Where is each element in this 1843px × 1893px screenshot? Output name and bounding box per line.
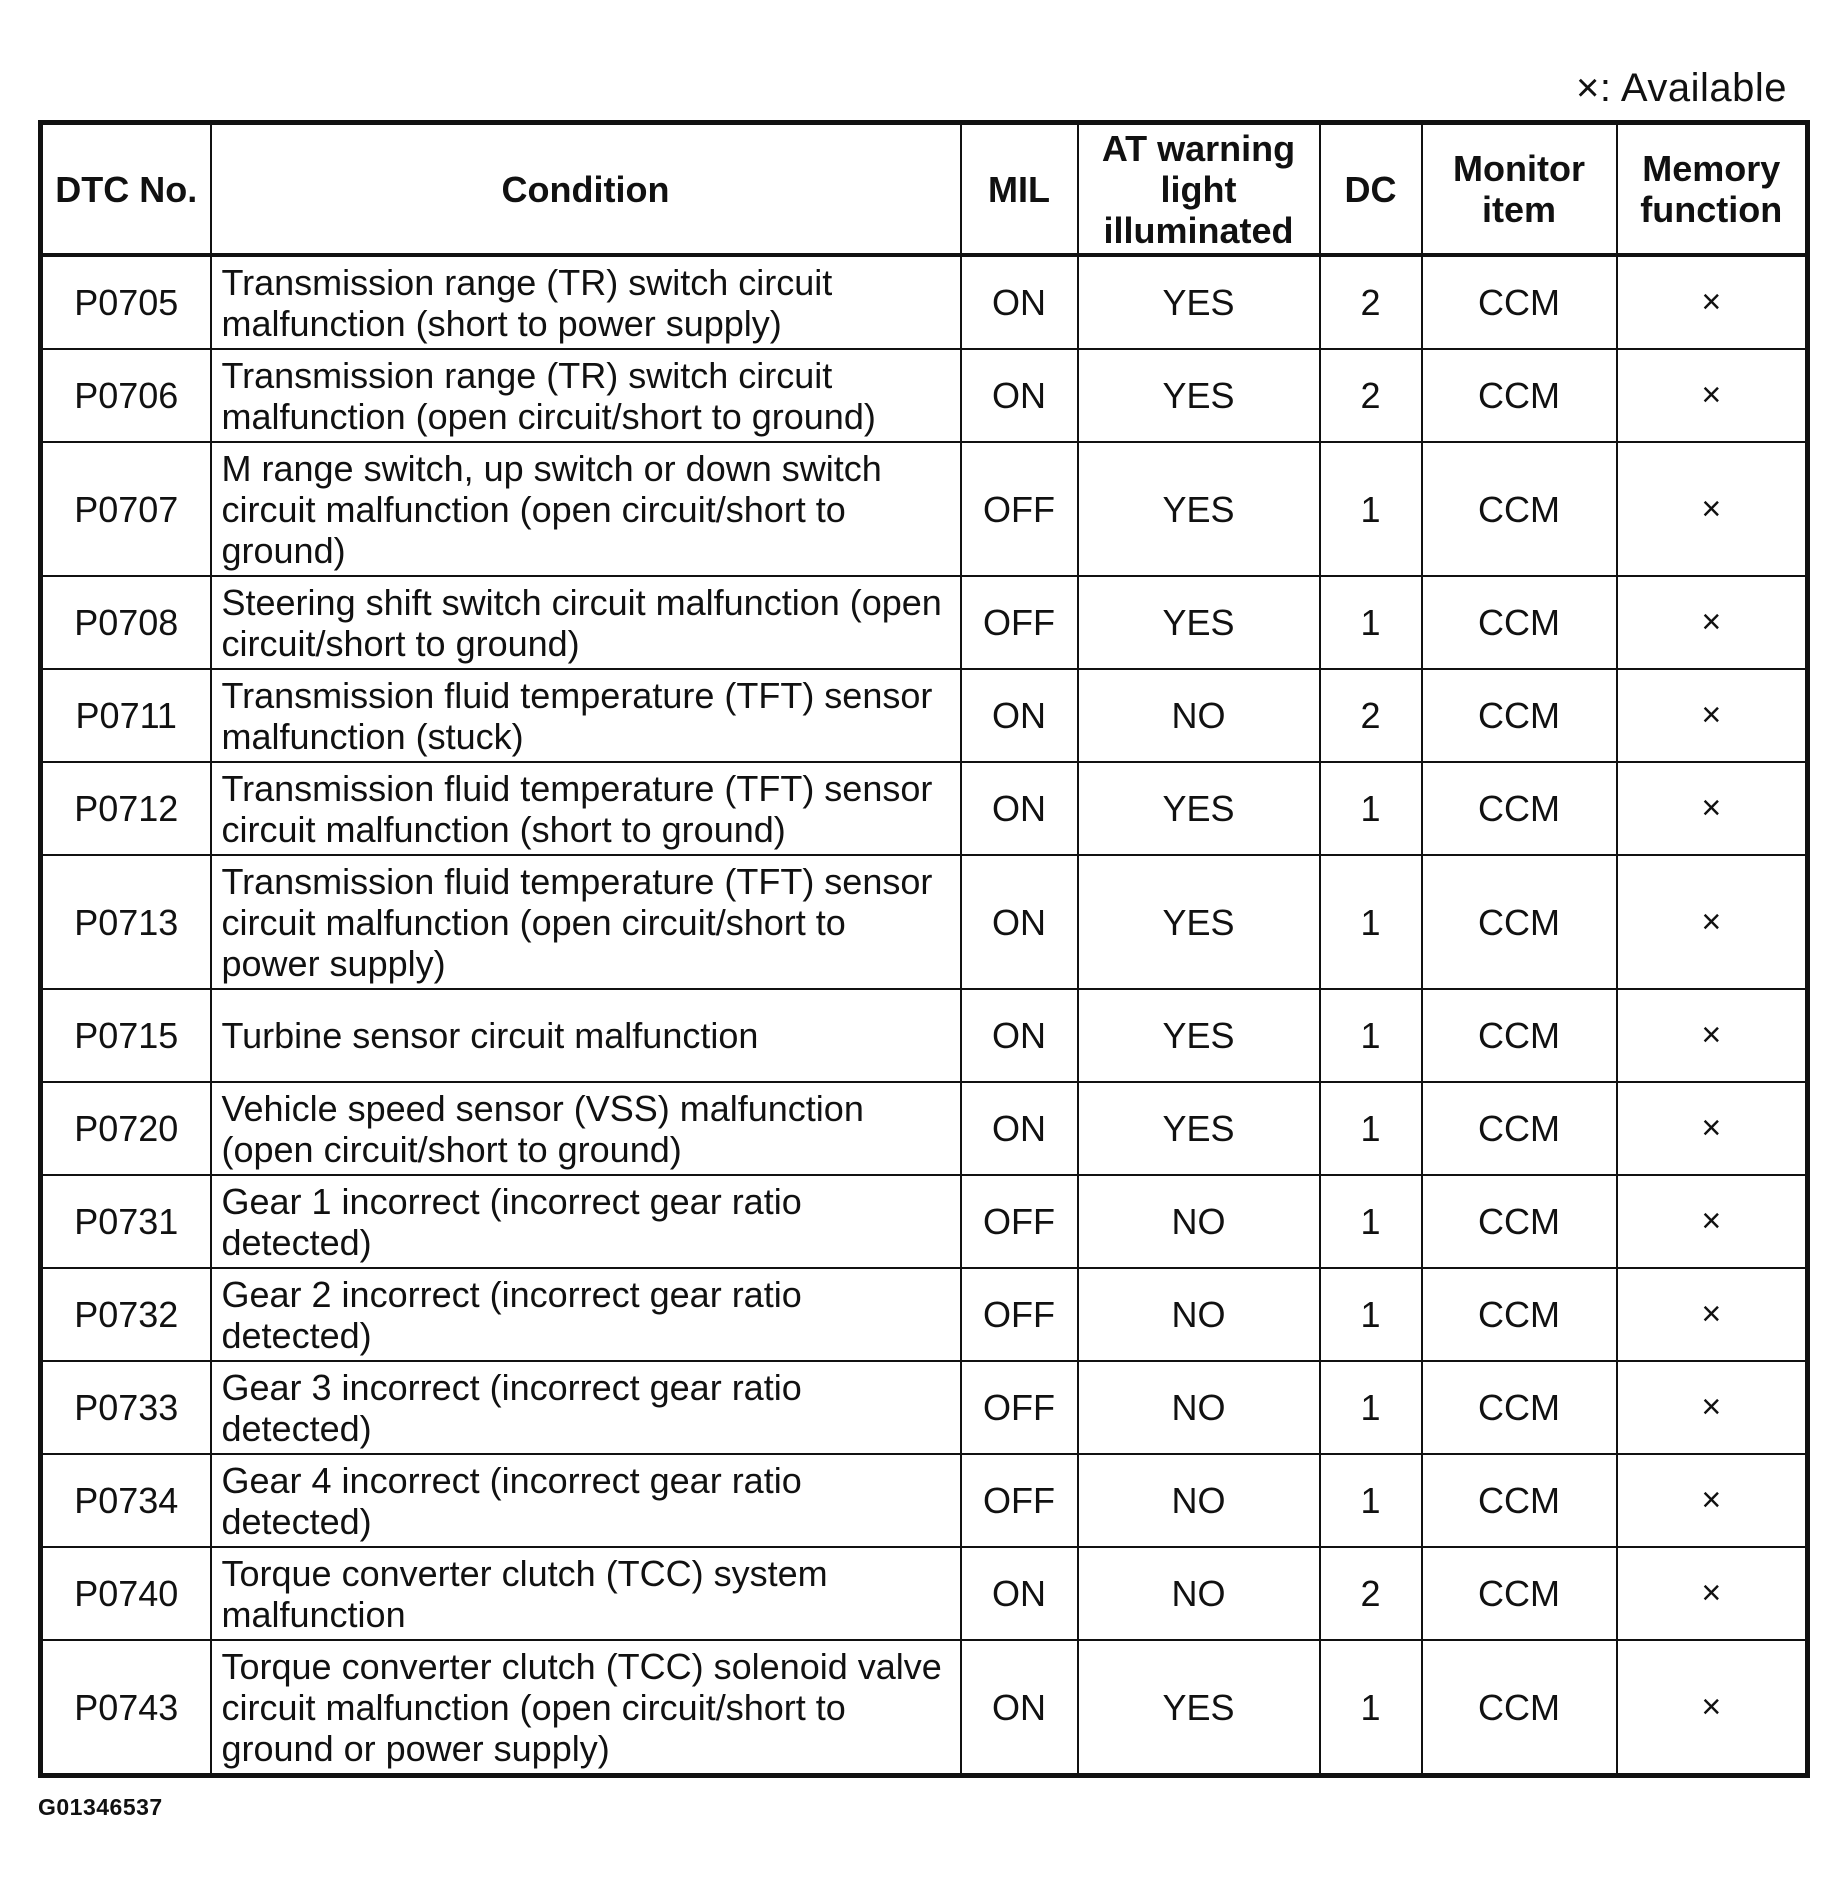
cell-monitor: CCM [1422, 1361, 1617, 1454]
cell-condition: Turbine sensor circuit malfunction [211, 989, 961, 1082]
cell-monitor: CCM [1422, 1268, 1617, 1361]
table-row [41, 1082, 1808, 1175]
cell-monitor: CCM [1422, 1175, 1617, 1268]
header-condition: Condition [211, 123, 961, 256]
cell-condition: Steering shift switch circuit malfunction (open circuit/short to ground) [211, 576, 961, 669]
table-body [41, 255, 1808, 1776]
table-row [41, 442, 1808, 576]
cell-monitor: CCM [1422, 1082, 1617, 1175]
cell-dc: 1 [1320, 442, 1422, 576]
cell-mil: ON [961, 669, 1078, 762]
cell-monitor: CCM [1422, 442, 1617, 576]
table-row [41, 989, 1808, 1082]
cell-mil: ON [961, 989, 1078, 1082]
cell-at-warning: YES [1078, 1640, 1320, 1776]
cell-memory: × [1617, 1640, 1808, 1776]
header-dtc-no: DTC No. [41, 123, 211, 256]
cell-monitor: CCM [1422, 989, 1617, 1082]
cell-mil: OFF [961, 576, 1078, 669]
cell-memory: × [1617, 1361, 1808, 1454]
cell-mil: ON [961, 255, 1078, 349]
cell-condition: Transmission fluid temperature (TFT) sensor circuit malfunction (short to ground) [211, 762, 961, 855]
cell-dc: 2 [1320, 349, 1422, 442]
cell-monitor: CCM [1422, 762, 1617, 855]
cell-at-warning: YES [1078, 1082, 1320, 1175]
table-row [41, 349, 1808, 442]
cell-dtc: P0707 [41, 442, 211, 576]
cell-dc: 2 [1320, 1547, 1422, 1640]
table-row [41, 1268, 1808, 1361]
cell-dc: 1 [1320, 1268, 1422, 1361]
cell-memory: × [1617, 349, 1808, 442]
header-monitor-item: Monitor item [1422, 123, 1617, 256]
table-row [41, 1361, 1808, 1454]
cell-condition: Transmission range (TR) switch circuit malfunction (open circuit/short to ground) [211, 349, 961, 442]
cell-dc: 1 [1320, 989, 1422, 1082]
cell-dc: 2 [1320, 669, 1422, 762]
cell-condition: Transmission fluid temperature (TFT) sensor malfunction (stuck) [211, 669, 961, 762]
cell-monitor: CCM [1422, 255, 1617, 349]
cell-memory: × [1617, 442, 1808, 576]
table-header [41, 123, 1808, 256]
cell-memory: × [1617, 669, 1808, 762]
table-row [41, 669, 1808, 762]
cell-dc: 1 [1320, 855, 1422, 989]
cell-at-warning: NO [1078, 669, 1320, 762]
cell-condition: Gear 3 incorrect (incorrect gear ratio detected) [211, 1361, 961, 1454]
cell-memory: × [1617, 1547, 1808, 1640]
table-row [41, 1547, 1808, 1640]
header-memory-function: Memory function [1617, 123, 1808, 256]
cell-dtc: P0734 [41, 1454, 211, 1547]
cell-condition: Torque converter clutch (TCC) system malfunction [211, 1547, 961, 1640]
cell-dc: 1 [1320, 576, 1422, 669]
cell-condition: Gear 2 incorrect (incorrect gear ratio detected) [211, 1268, 961, 1361]
cell-mil: ON [961, 1640, 1078, 1776]
cell-memory: × [1617, 762, 1808, 855]
cell-dtc: P0731 [41, 1175, 211, 1268]
dtc-table [38, 120, 1810, 1778]
cell-memory: × [1617, 576, 1808, 669]
cell-at-warning: YES [1078, 762, 1320, 855]
cell-dtc: P0732 [41, 1268, 211, 1361]
table-row [41, 255, 1808, 349]
cell-mil: ON [961, 855, 1078, 989]
cell-monitor: CCM [1422, 669, 1617, 762]
cell-dc: 1 [1320, 1361, 1422, 1454]
cell-monitor: CCM [1422, 1640, 1617, 1776]
dtc-table-container [38, 120, 1805, 1778]
cell-mil: OFF [961, 1454, 1078, 1547]
cell-condition: Gear 4 incorrect (incorrect gear ratio detected) [211, 1454, 961, 1547]
figure-code: G01346537 [38, 1794, 163, 1820]
cell-dtc: P0705 [41, 255, 211, 349]
table-row [41, 576, 1808, 669]
cell-dtc: P0740 [41, 1547, 211, 1640]
legend-available: ×: Available [1576, 66, 1787, 110]
cell-memory: × [1617, 1082, 1808, 1175]
cell-dtc: P0711 [41, 669, 211, 762]
cell-at-warning: NO [1078, 1268, 1320, 1361]
cell-mil: ON [961, 1547, 1078, 1640]
cell-condition: Transmission fluid temperature (TFT) sensor circuit malfunction (open circuit/short to power supply) [211, 855, 961, 989]
header-at-warning-light: AT warning light illuminated [1078, 123, 1320, 256]
table-row [41, 762, 1808, 855]
cell-at-warning: YES [1078, 255, 1320, 349]
cell-mil: OFF [961, 442, 1078, 576]
cell-at-warning: YES [1078, 349, 1320, 442]
cell-mil: ON [961, 762, 1078, 855]
table-row [41, 1640, 1808, 1776]
cell-memory: × [1617, 989, 1808, 1082]
cell-memory: × [1617, 255, 1808, 349]
table-row [41, 855, 1808, 989]
cell-dc: 1 [1320, 762, 1422, 855]
cell-dtc: P0713 [41, 855, 211, 989]
cell-dc: 1 [1320, 1175, 1422, 1268]
cell-at-warning: NO [1078, 1361, 1320, 1454]
cell-mil: OFF [961, 1175, 1078, 1268]
header-dc: DC [1320, 123, 1422, 256]
cell-dtc: P0715 [41, 989, 211, 1082]
header-row [41, 123, 1808, 256]
cell-dc: 1 [1320, 1082, 1422, 1175]
table-row [41, 1454, 1808, 1547]
cell-dtc: P0708 [41, 576, 211, 669]
cell-condition: Transmission range (TR) switch circuit malfunction (short to power supply) [211, 255, 961, 349]
cell-dtc: P0743 [41, 1640, 211, 1776]
cell-condition: Gear 1 incorrect (incorrect gear ratio detected) [211, 1175, 961, 1268]
cell-dc: 2 [1320, 255, 1422, 349]
header-mil: MIL [961, 123, 1078, 256]
cell-monitor: CCM [1422, 1454, 1617, 1547]
cell-dc: 1 [1320, 1454, 1422, 1547]
cell-mil: OFF [961, 1361, 1078, 1454]
cell-monitor: CCM [1422, 349, 1617, 442]
cell-condition: Torque converter clutch (TCC) solenoid valve circuit malfunction (open circuit/short to ground or power supply) [211, 1640, 961, 1776]
cell-dc: 1 [1320, 1640, 1422, 1776]
cell-at-warning: NO [1078, 1547, 1320, 1640]
cell-at-warning: NO [1078, 1454, 1320, 1547]
cell-memory: × [1617, 855, 1808, 989]
cell-at-warning: YES [1078, 989, 1320, 1082]
cell-dtc: P0706 [41, 349, 211, 442]
cell-condition: Vehicle speed sensor (VSS) malfunction (open circuit/short to ground) [211, 1082, 961, 1175]
cell-memory: × [1617, 1268, 1808, 1361]
table-row [41, 1175, 1808, 1268]
cell-monitor: CCM [1422, 1547, 1617, 1640]
cell-mil: ON [961, 349, 1078, 442]
cell-monitor: CCM [1422, 855, 1617, 989]
cell-dtc: P0733 [41, 1361, 211, 1454]
cell-memory: × [1617, 1175, 1808, 1268]
cell-at-warning: YES [1078, 855, 1320, 989]
cell-at-warning: YES [1078, 576, 1320, 669]
cell-monitor: CCM [1422, 576, 1617, 669]
cell-mil: OFF [961, 1268, 1078, 1361]
cell-dtc: P0712 [41, 762, 211, 855]
cell-at-warning: YES [1078, 442, 1320, 576]
cell-mil: ON [961, 1082, 1078, 1175]
cell-memory: × [1617, 1454, 1808, 1547]
cell-at-warning: NO [1078, 1175, 1320, 1268]
cell-dtc: P0720 [41, 1082, 211, 1175]
cell-condition: M range switch, up switch or down switch circuit malfunction (open circuit/short to ground) [211, 442, 961, 576]
